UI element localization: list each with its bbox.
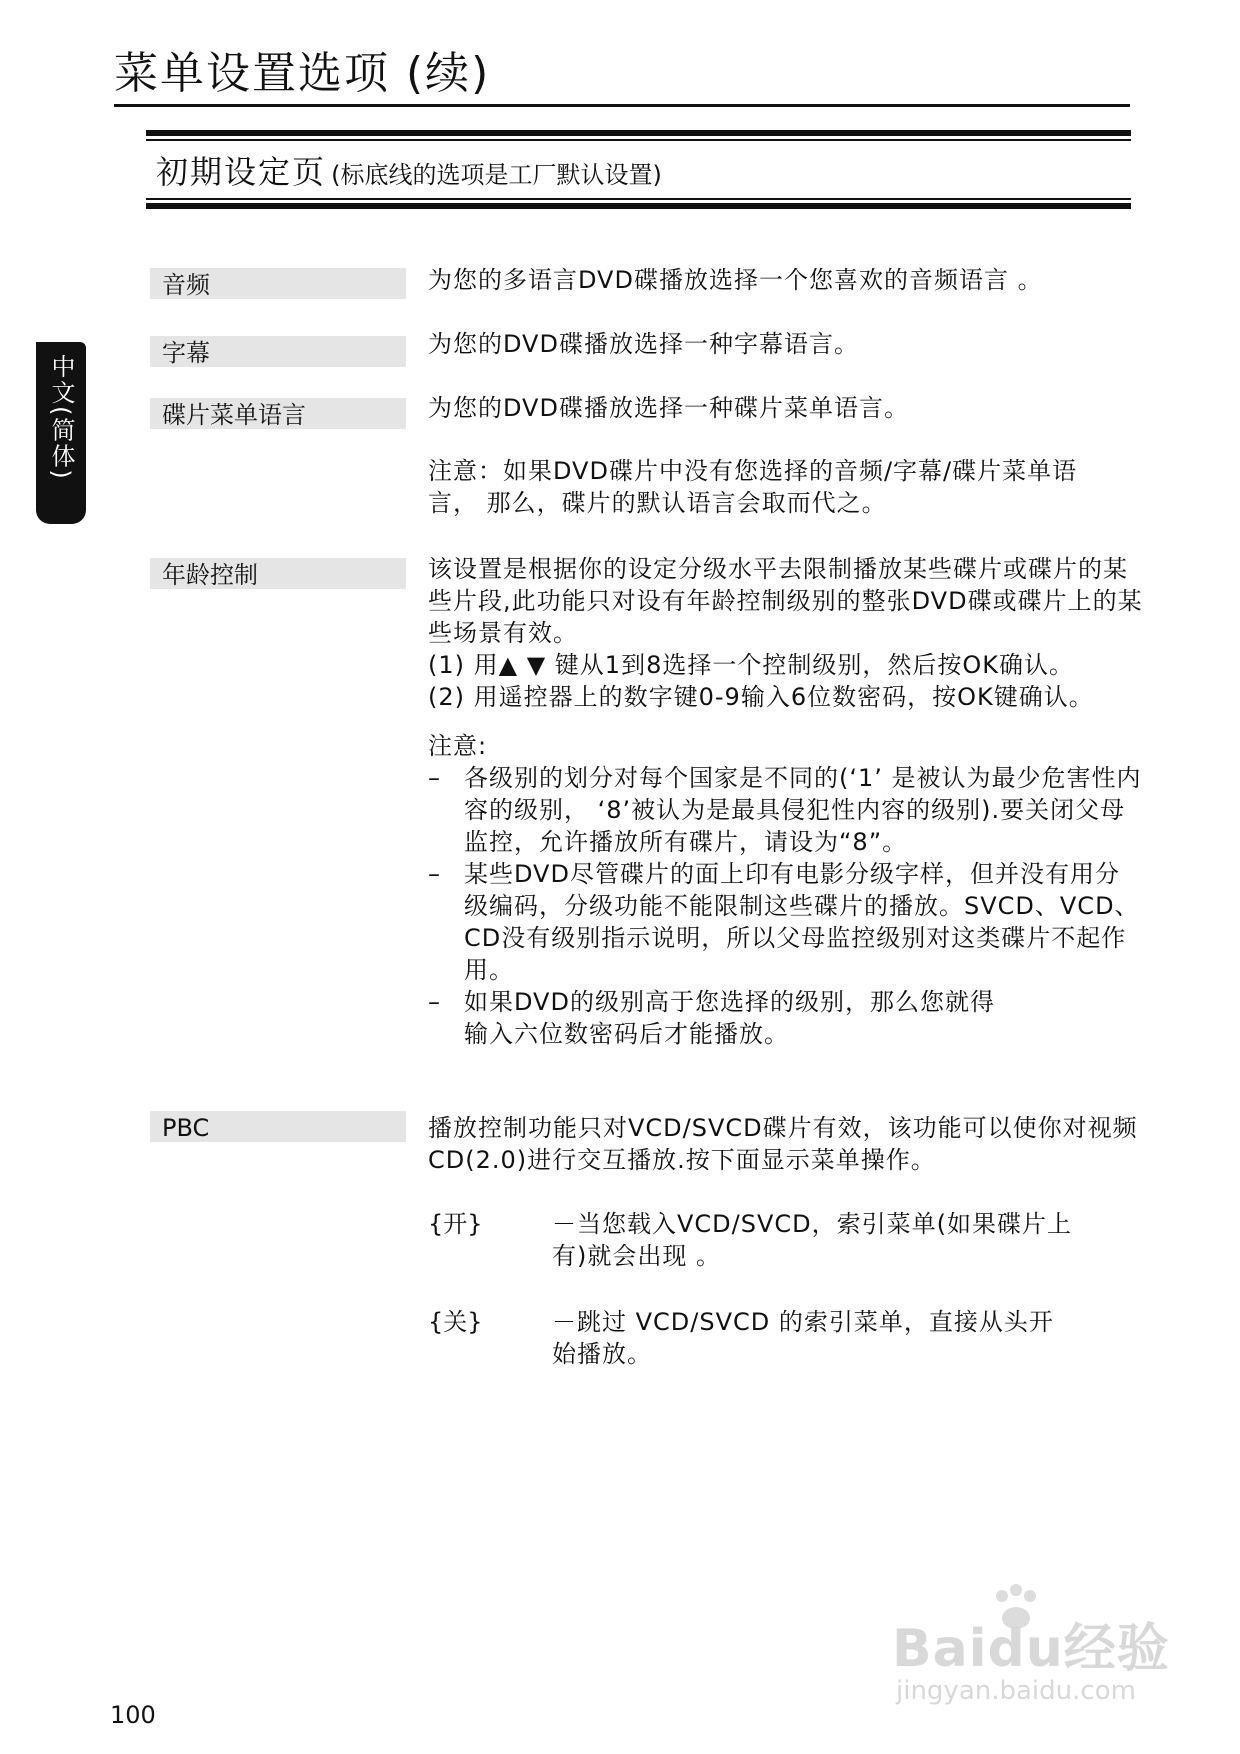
- pbc-option-key-off: {关}: [428, 1308, 483, 1336]
- baidu-watermark: [886, 1584, 1186, 1714]
- section-rule-top-thick: [146, 130, 1131, 136]
- setting-label-text: 字幕: [162, 339, 210, 367]
- setting-desc-pbc: [428, 1112, 1144, 1176]
- language-note: [428, 455, 1118, 519]
- parental-step-1: (1) 用▲ ▼ 键从1到8选择一个控制级别，然后按OK确认。: [428, 651, 1074, 679]
- page-number: 100: [110, 1701, 156, 1729]
- setting-label-pbc: [150, 1111, 406, 1142]
- setting-label-text: 年龄控制: [162, 561, 258, 589]
- note-item: – 如果DVD的级别高于您选择的级别，那么您就得输入六位数密码后才能播放。: [428, 986, 1008, 1050]
- watermark-logo: Baidu经验: [892, 1619, 1170, 1679]
- section-rule-bottom-thin: [146, 198, 1131, 200]
- note-item: – 某些DVD尽管碟片的面上印有电影分级字样，但并没有用分级编码，分级功能不能限制这些碟片的播放。SVCD、VCD、CD没有级别指示说明，所以父母监控级别对这类碟片不起作用。: [428, 858, 1144, 986]
- setting-label-audio: [150, 268, 406, 299]
- note-item-text: 某些DVD尽管碟片的面上印有电影分级字样，但并没有用分级编码，分级功能不能限制这些碟片的播放。SVCD、VCD、CD没有级别指示说明，所以父母监控级别对这类碟片不起作用。: [464, 860, 1140, 984]
- setting-label-text: PBC: [162, 1114, 210, 1142]
- parental-note: [428, 730, 1144, 1050]
- setting-desc-subtitle: [428, 328, 1144, 360]
- parental-paragraph: 该设置是根据你的设定分级水平去限制播放某些碟片或碟片的某些片段,此功能只对设有年龄控制级别的整张DVD碟或碟片上的某些场景有效。: [428, 555, 1143, 647]
- section-heading: [156, 150, 662, 200]
- note-item-text: 如果DVD的级别高于您选择的级别，那么您就得输入六位数密码后才能播放。: [464, 988, 995, 1048]
- parental-note-title: 注意:: [428, 732, 488, 760]
- setting-desc-parental: [428, 553, 1144, 713]
- setting-desc-text: 为您的DVD碟播放选择一种字幕语言。: [428, 330, 859, 358]
- section-title: 初期设定页: [156, 153, 327, 191]
- setting-desc-text: 为您的DVD碟播放选择一种碟片菜单语言。: [428, 394, 909, 422]
- page-title: 菜单设置选项 (续): [114, 48, 491, 99]
- pbc-paragraph: 播放控制功能只对VCD/SVCD碟片有效，该功能可以使你对视频CD(2.0)进行交互播放.按下面显示菜单操作。: [428, 1114, 1138, 1174]
- setting-desc-audio: [428, 264, 1144, 296]
- setting-desc-disc-menu: [428, 392, 1144, 424]
- setting-label-text: 音频: [162, 271, 210, 299]
- language-note-text: 注意：如果DVD碟片中没有您选择的音频/字幕/碟片菜单语言， 那么，碟片的默认语言会取而代之。: [428, 457, 1078, 517]
- pbc-option-key-on: {开}: [428, 1210, 483, 1238]
- note-item: – 各级别的划分对每个国家是不同的(‘1’ 是被认为最少危害性内容的级别， ‘8’被认为是最具侵犯性内容的级别).要关闭父母监控，允许播放所有碟片，请设为“8”。: [428, 762, 1144, 858]
- parental-step-2: (2) 用遥控器上的数字键0-9输入6位数密码，按OK键确认。: [428, 683, 1094, 711]
- setting-label-disc-menu: [150, 398, 406, 429]
- setting-desc-text: 为您的多语言DVD碟播放选择一个您喜欢的音频语言 。: [428, 266, 1043, 294]
- setting-label-text: 碟片菜单语言: [162, 401, 306, 429]
- watermark-url: jingyan.baidu.com: [896, 1676, 1136, 1706]
- pbc-option-desc-off: －跳过 VCD/SVCD 的索引菜单，直接从头开始播放。: [552, 1308, 1054, 1368]
- side-tab-label: 中文(简体): [47, 354, 75, 481]
- title-divider: [114, 104, 1130, 107]
- language-side-tab: [36, 342, 86, 524]
- setting-label-subtitle: [150, 336, 406, 367]
- section-rule-top-thin: [146, 139, 1131, 141]
- section-rule-bottom-thick: [146, 203, 1131, 209]
- note-item-text: 各级别的划分对每个国家是不同的(‘1’ 是被认为最少危害性内容的级别， ‘8’被认为是最具侵犯性内容的级别).要关闭父母监控，允许播放所有碟片，请设为“8”。: [464, 764, 1142, 856]
- setting-label-parental: [150, 558, 406, 589]
- pbc-option-desc-on: －当您载入VCD/SVCD，索引菜单(如果碟片上有)就会出现 。: [552, 1210, 1072, 1270]
- section-subtitle: (标底线的选项是工厂默认设置): [331, 161, 662, 189]
